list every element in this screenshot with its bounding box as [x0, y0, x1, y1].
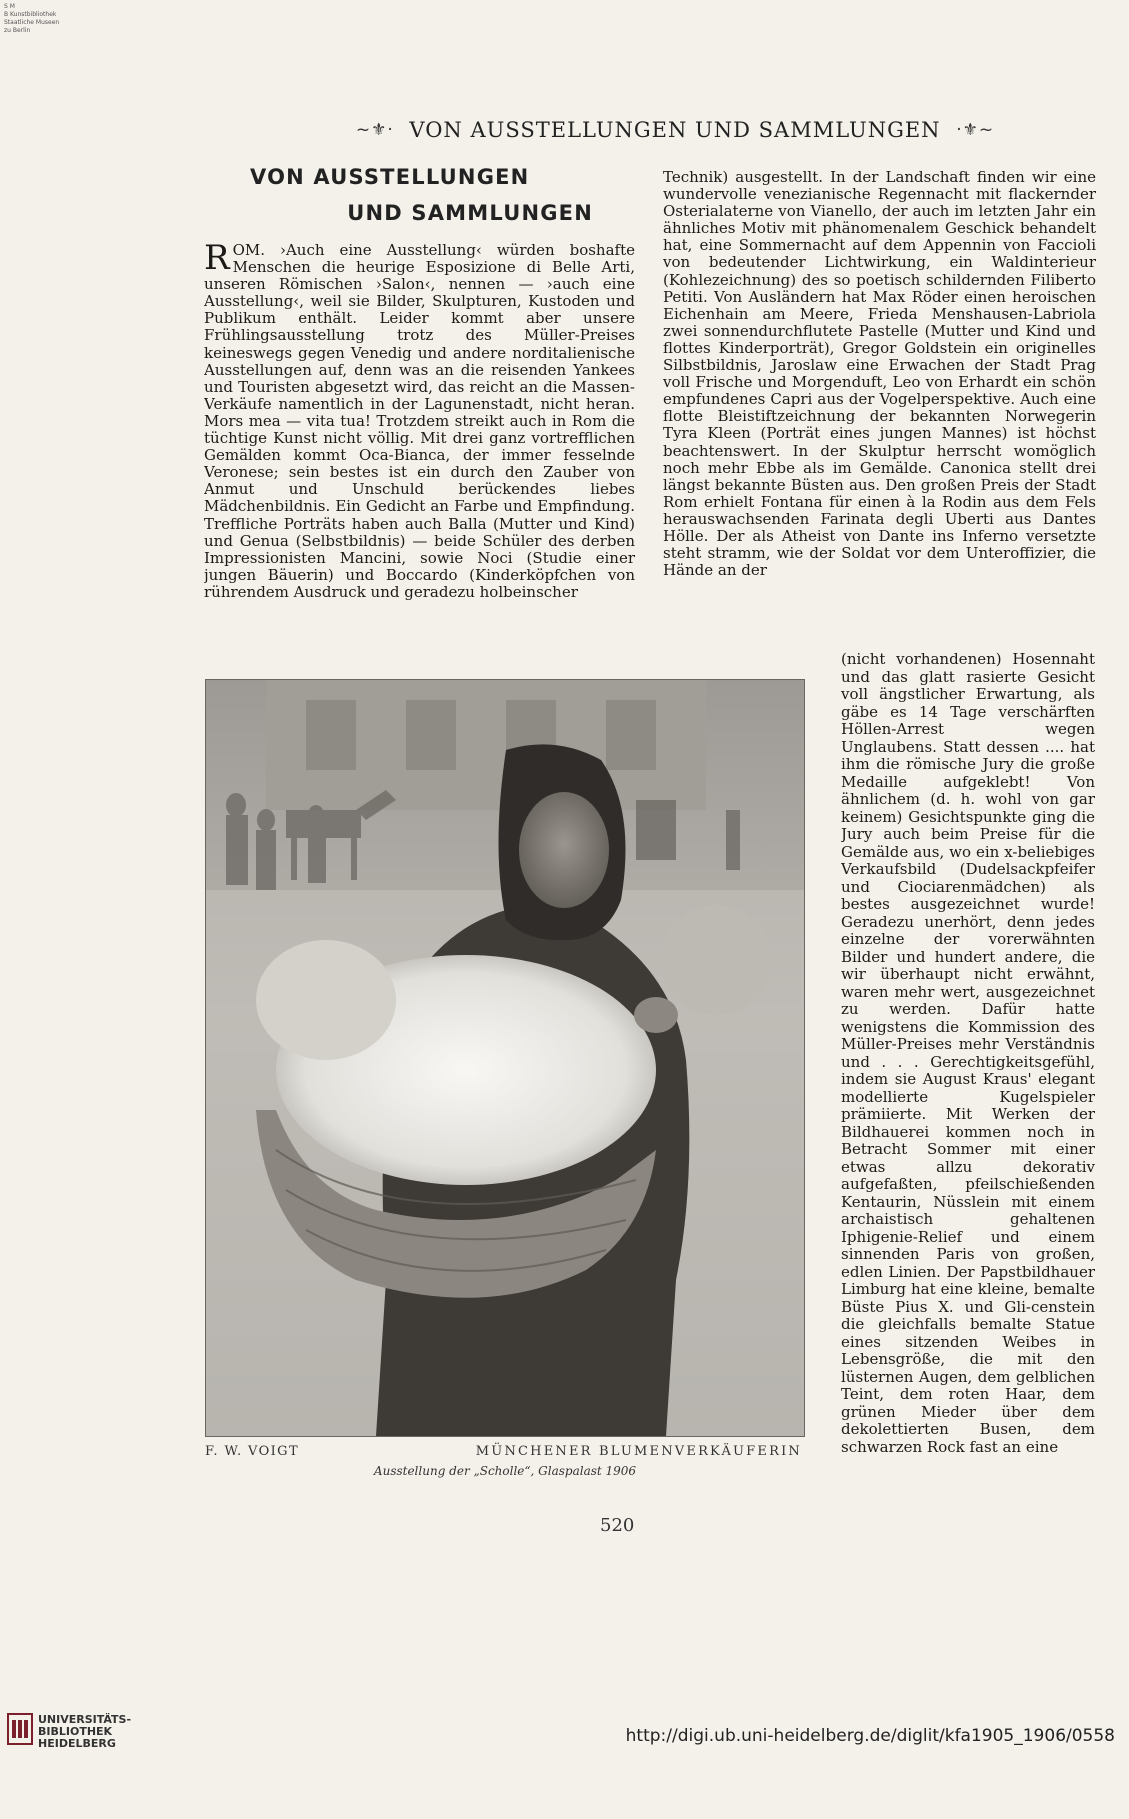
stamp-line: Staatliche Museen: [4, 19, 60, 26]
institution-line: UNIVERSITÄTS-: [38, 1713, 132, 1726]
source-url-link[interactable]: http://digi.ub.uni-heidelberg.de/diglit/kfa1905_1906/0558: [625, 1726, 1115, 1746]
university-logo-icon: [6, 1712, 34, 1746]
right-column: [663, 169, 1096, 657]
left-column: [204, 242, 635, 654]
right-narrow-column: [841, 651, 1095, 1819]
footer-bar: [0, 1708, 1129, 1768]
running-head: [250, 118, 1100, 142]
painting-image: [206, 680, 804, 1436]
stamp-line: zu Berlin: [4, 27, 31, 34]
painting-illustration: [205, 679, 805, 1437]
drop-cap: R: [204, 242, 230, 278]
right-column-text: Technik) ausgestellt. In der Landschaft finden wir eine wundervolle venezianische Regennacht mit flackernder Osterialaterne von Vianello, der auch im letzten Jahr ein ähnliches Motiv mit phänomenalem Geschick behandelt hat, eine Sommernacht auf dem Appennin von Faccioli von bedeutender Lichtwirkung, ein Waldinterieur (Kohlezeichnung) des so poetisch schildernden Filiberto Petiti. Von Ausländern hat Max Röder einen heroischen Eichenhain am Meere, Frieda Menshausen-Labriola zwei sonnendurchflutete Pastelle (Mutter und Kind und flottes Kinderporträt), Gregor Goldstein ein originelles Silbstbildnis, Jaroslaw eine Erwachen der Stadt Prag voll Frische und Morgenduft, Leo von Erhardt ein schön empfundenes Capri aus der Vogelperspektive. Auch eine flotte Bleistiftzeichnung der bekannten Norwegerin Tyra Kleen (Porträt eines jungen Mannes) ist höchst beachtenswert. In der Skulptur herrscht womöglich noch mehr Ebbe als im Gemälde. Canonica stellt drei längst bekannte Büsten aus. Den großen Preis der Stadt Rom erhielt Fontana für einen à la Rodin aus dem Fels herauswachsenden Farinata degli Uberti aus Dantes Hölle. Der als Atheist von Dante ins Inferno versetzte steht stramm, wie der Soldat vor dem Unteroffizier, die Hände an der: [663, 169, 1096, 580]
stamp-line: B Kunstbibliothek: [4, 11, 57, 18]
library-stamp: [4, 3, 94, 35]
title-line-2: UND SAMMLUNGEN: [347, 201, 593, 225]
figure-subtitle: Ausstellung der „Scholle“, Glaspalast 1906: [373, 1464, 637, 1478]
stamp-line: S M: [4, 3, 15, 10]
ornament-left-icon: ~⚜·: [355, 120, 394, 140]
figure-title: MÜNCHENER BLUMENVERKÄUFERIN: [475, 1444, 802, 1459]
institution-line: BIBLIOTHEK: [38, 1725, 113, 1738]
institution-line: HEIDELBERG: [38, 1737, 116, 1750]
figure-artist: F. W. VOIGT: [205, 1444, 300, 1459]
institution-name: [38, 1714, 131, 1750]
page-number: 520: [600, 1515, 635, 1536]
article-title: [200, 165, 635, 225]
running-head-text: VON AUSSTELLUNGEN UND SAMMLUNGEN: [409, 118, 941, 142]
narrow-column-text: (nicht vorhandenen) Hosennaht und das glatt rasierte Gesicht voll ängstlicher Erwartung, als gäbe es 14 Tage verschärften Höllen-Arrest wegen Unglaubens. Statt dessen .... hat ihm die römische Jury die große Medaille aufgeklebt! Von ähnlichem (d. h. wohl von gar keinem) Gesichtspunkte ging die Jury auch beim Preise für die Gemälde aus, wo ein x-beliebiges Verkaufsbild (Dudelsackpfeifer und Ciociarenmädchen) als bestes ausgezeichnet wurde! Geradezu unerhört, denn jedes einzelne der vorerwähnten Bilder und hundert andere, die wir überhaupt nicht erwähnt, waren mehr wert, ausgezeichnet zu werden. Dafür hatte wenigstens die Kommission des Müller-Preises mehr Verständnis und . . . Gerechtigkeitsgefühl, indem sie August Kraus' elegant modellierte Kugelspieler prämiierte. Mit Werken der Bildhauerei kommen noch in Betracht Sommer mit einer etwas allzu dekorativ aufgefaßten, pfeilschießenden Kentaurin, Nüsslein mit einem archaistisch gehaltenen Iphigenie-Relief und einem sinnenden Paris von großen, edlen Linien. Der Papstbildhauer Limburg hat eine kleine, bemalte Büste Pius X. und Gli-censtein die gleichfalls bemalte Statue eines sitzenden Weibes in Lebensgröße, die mit den lüsternen Augen, dem gelblichen Teint, dem roten Haar, dem grünen Mieder über dem dekolettierten Busen, dem schwarzen Rock fast an eine: [841, 651, 1095, 1456]
title-line-1: VON AUSSTELLUNGEN: [250, 165, 530, 189]
ornament-right-icon: ·⚜~: [956, 120, 995, 140]
left-column-text: OM. ›Auch eine Ausstellung‹ würden boshafte Menschen die heurige Esposizione di Belle Arti, unseren Römischen ›Salon‹, nennen — ›auch eine Ausstellung‹, weil sie Bilder, Skulpturen, Kustoden und Publikum enthält. Leider kommt aber unsere Frühlingsausstellung trotz des Müller-Preises keineswegs gegen Venedig und andere norditalienische Ausstellungen auf, denn was an die reisenden Yankees und Touristen abgesetzt wird, das reicht an die Massen-Verkäufe namentlich in der Lagunenstadt, nicht heran. Mors mea — vita tua! Trotzdem streikt auch in Rom die tüchtige Kunst nicht völlig. Mit drei ganz vortrefflichen Gemälden kommt Oca-Bianca, der immer fesselnde Veronese; sein bestes ist ein durch den Zauber von Anmut und Unschuld berückendes liebes Mädchenbildnis. Ein Gedicht an Farbe und Empfindung. Treffliche Porträts haben auch Balla (Mutter und Kind) und Genua (Selbstbildnis) — beide Schüler des derben Impressionisten Mancini, sowie Noci (Studie einer jungen Bäuerin) und Boccardo (Kinderköpfchen von rührendem Ausdruck und geradezu holbeinscher: [204, 242, 635, 601]
